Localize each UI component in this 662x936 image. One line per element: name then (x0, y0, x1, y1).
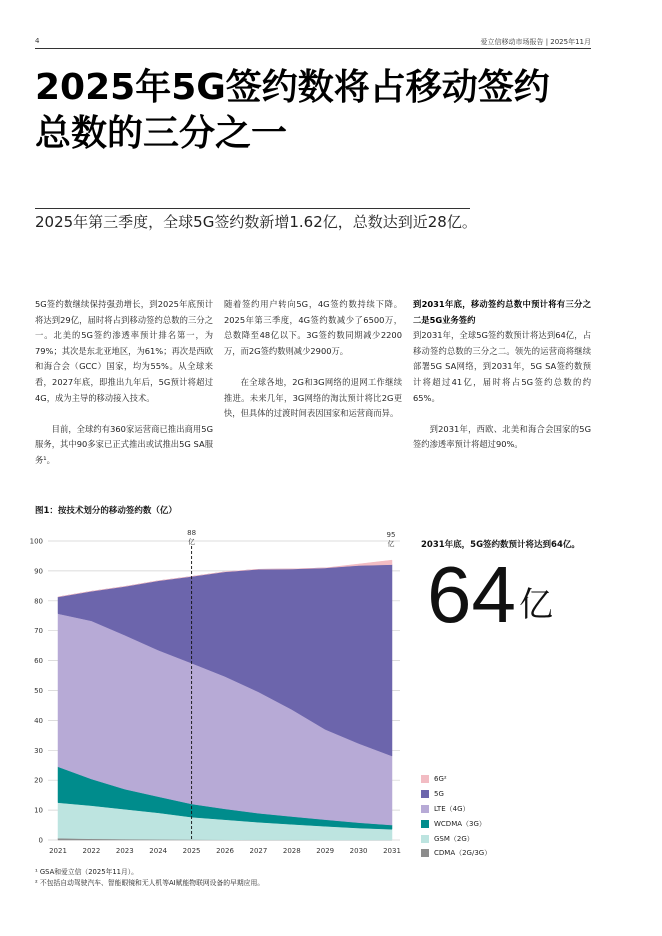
footnote-1: ¹ GSA和爱立信（2025年11月）。 (35, 868, 138, 876)
y-tick-label: 80 (34, 597, 43, 606)
legend-item (421, 787, 491, 802)
x-tick-label: 2023 (115, 847, 134, 855)
page-title-line2: 总数的三分之一 (35, 113, 288, 154)
annotation-unit: 亿 (387, 540, 395, 548)
callout-unit: 亿 (519, 585, 553, 625)
x-tick-label: 2025 (182, 847, 201, 855)
col3-paragraph-1: 到2031年，全球5G签约数预计将达到64亿，占移动签约总数的三分之二。领先的运营商将继续部署5G SA网络，到2031年，5G SA签约数预计将超过41亿，届时将占5G签约总数的约65%。 (413, 330, 591, 403)
y-tick-label: 10 (34, 806, 43, 815)
x-tick-label: 2026 (216, 847, 234, 855)
y-tick-label: 50 (34, 687, 43, 695)
legend-swatch (421, 849, 429, 857)
callout-big-number: 64 (427, 550, 516, 639)
y-tick-label: 60 (34, 657, 43, 666)
subtitle-divider (35, 208, 470, 209)
annotation-unit: 亿 (188, 538, 196, 546)
page-subtitle: 2025年第三季度，全球5G签约数新增1.62亿，总数达到近28亿。 (35, 213, 477, 231)
body-column-1 (35, 297, 213, 484)
callout-label: 2031年底，5G签约数预计将达到64亿。 (421, 540, 580, 550)
col3-heading: 到2031年底，移动签约总数中预计将有三分之二是5G业务签约 (413, 299, 591, 325)
legend-item (421, 831, 491, 846)
legend-swatch (421, 775, 429, 783)
legend-swatch (421, 835, 429, 843)
body-column-3 (413, 297, 591, 469)
annotation-total: 95 (386, 531, 396, 539)
legend-label: GSM（2G） (434, 834, 474, 843)
col2-paragraph-2: 在全球各地，2G和3G网络的退网工作继续推进。未来几年，3G网络的淘汰预计将比2G更快，但具体的过渡时间表因国家和运营商而异。 (224, 376, 402, 419)
x-tick-label: 2024 (149, 847, 168, 855)
x-tick-label: 2030 (349, 847, 368, 855)
col1-paragraph-2: 目前，全球约有360家运营商已推出商用5G服务，其中90多家已正式推出或试推出5G SA服务¹。 (35, 423, 213, 465)
x-tick-label: 2031 (383, 847, 401, 855)
col3-paragraph-2: 到2031年，西欧、北美和海合会国家的5G签约渗透率预计将超过90%。 (413, 423, 591, 450)
y-tick-label: 70 (34, 627, 43, 636)
report-title: 爱立信移动市场报告 | 2025年11月 (480, 38, 591, 46)
body-column-2 (224, 297, 402, 437)
page-number: 4 (35, 37, 40, 45)
footnote-2: ² 不包括自动驾驶汽车、智能眼镜和无人机等AI赋能物联网设备的早期应用。 (35, 879, 265, 887)
y-tick-label: 30 (34, 746, 43, 755)
legend-item (421, 772, 491, 787)
col2-paragraph-1: 随着签约用户转向5G，4G签约数持续下降。2025年第三季度，4G签约数减少了6500万，总数降至48亿以下。3G签约数同期减少2200万，而2G签约数则减少2900万。 (224, 299, 402, 356)
annotation-total: 88 (187, 529, 197, 537)
subscriptions-area-chart (0, 520, 420, 860)
y-tick-label: 40 (34, 716, 43, 725)
x-tick-label: 2021 (49, 847, 67, 855)
legend-label: CDMA（2G/3G） (434, 849, 492, 858)
x-tick-label: 2022 (82, 847, 101, 855)
chart-legend (421, 772, 491, 861)
legend-item (421, 816, 491, 831)
page-title-line1: 2025年5G签约数将占移动签约 (35, 67, 550, 108)
legend-label: LTE（4G） (434, 804, 470, 813)
y-tick-label: 90 (34, 567, 43, 576)
x-tick-label: 2028 (282, 847, 301, 855)
legend-item (421, 802, 491, 817)
header-divider (35, 48, 591, 49)
figure-title: 图1：按技术划分的移动签约数（亿） (35, 506, 177, 516)
legend-swatch (421, 820, 429, 828)
legend-label: 5G (434, 790, 444, 799)
legend-label: WCDMA（3G） (434, 819, 486, 828)
y-tick-label: 100 (29, 537, 43, 546)
col1-paragraph-1: 5G签约数继续保持强劲增长，到2025年底预计将达到29亿，届时将占到移动签约总数的三分之一。北美的5G签约渗透率预计排名第一，为79%；其次是东北亚地区，为61%；再次是西欧和海合会（GCC）国家，均为55%。从全球来看，2027年底，即推出九年后，5G预计将超过4G，成为主导的移动接入技术。 (35, 299, 213, 403)
legend-swatch (421, 805, 429, 813)
x-tick-label: 2029 (316, 847, 335, 855)
y-tick-label: 0 (38, 836, 43, 845)
legend-item (421, 846, 491, 861)
legend-swatch (421, 790, 429, 798)
y-tick-label: 20 (34, 776, 43, 785)
x-tick-label: 2027 (249, 847, 268, 855)
page-title (35, 65, 625, 157)
legend-label: 6G² (434, 775, 447, 784)
